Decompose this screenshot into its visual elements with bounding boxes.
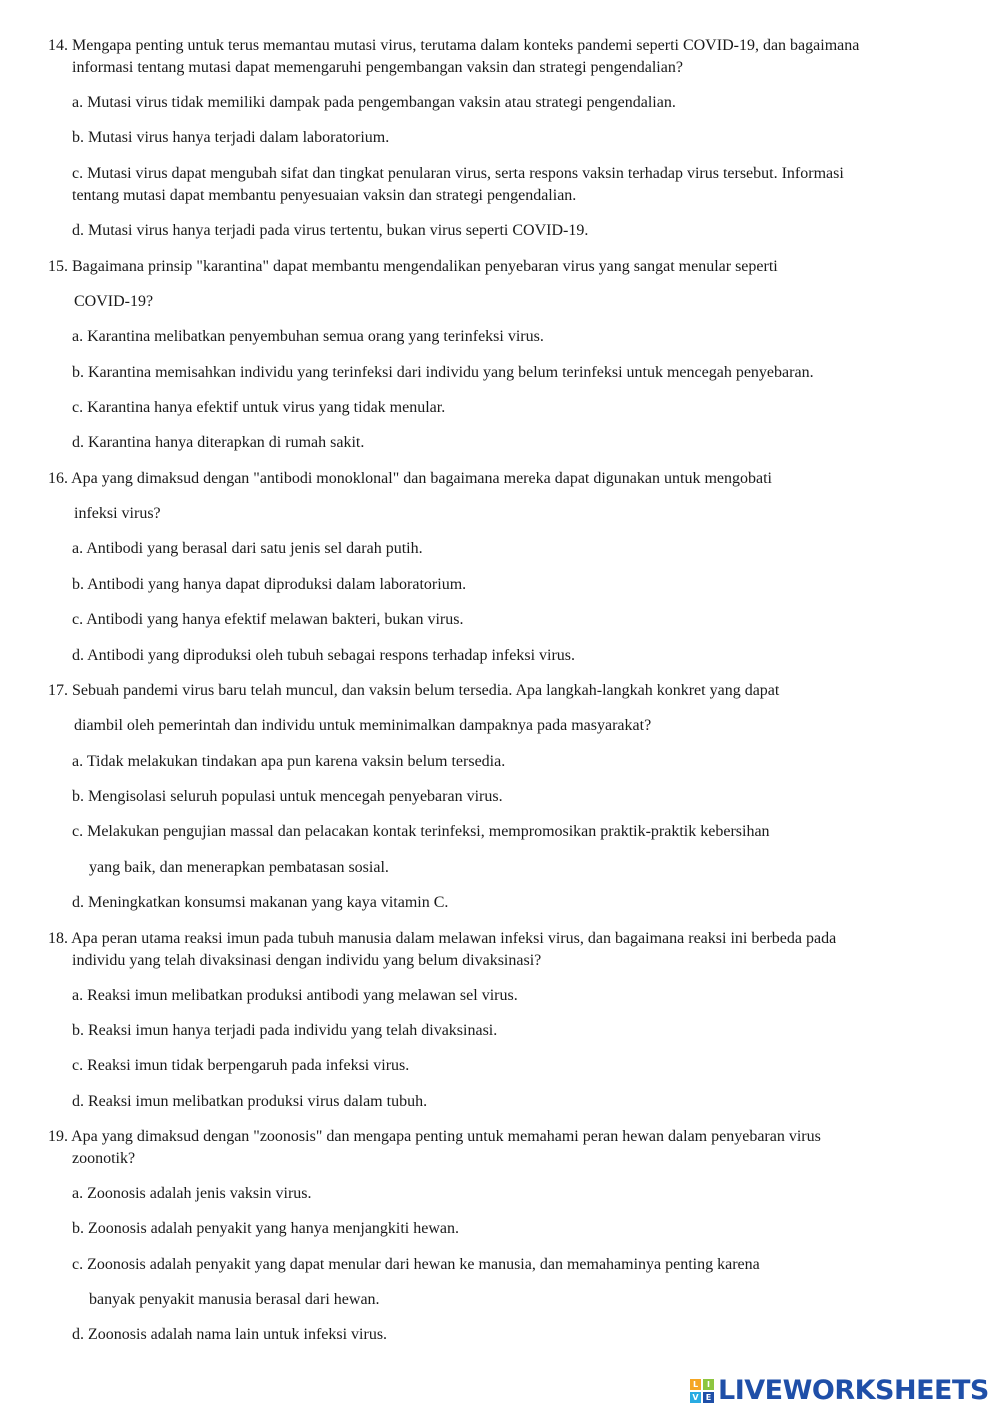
question-18-text: 18. Apa peran utama reaksi imun pada tubuh manusia dalam melawan infeksi virus, dan bagaimana reaksi ini berbeda pada: [48, 930, 837, 947]
question-18-option-b[interactable]: b. Reaksi imun hanya terjadi pada individu yang telah divaksinasi.: [72, 1022, 498, 1039]
question-16-text-cont: infeksi virus?: [74, 505, 161, 522]
question-19-option-b[interactable]: b. Zoonosis adalah penyakit yang hanya menjangkiti hewan.: [72, 1220, 460, 1237]
question-19-option-d[interactable]: d. Zoonosis adalah nama lain untuk infeksi virus.: [72, 1326, 388, 1343]
question-16-option-d[interactable]: d. Antibodi yang diproduksi oleh tubuh sebagai respons terhadap infeksi virus.: [72, 647, 576, 664]
question-16-option-a[interactable]: a. Antibodi yang berasal dari satu jenis sel darah putih.: [72, 540, 423, 557]
question-14-option-d[interactable]: d. Mutasi virus hanya terjadi pada virus tertentu, bukan virus seperti COVID-19.: [72, 222, 589, 239]
question-14-option-b[interactable]: b. Mutasi virus hanya terjadi dalam laboratorium.: [72, 129, 390, 146]
question-15-text-cont: COVID-19?: [74, 293, 154, 310]
question-16-text: 16. Apa yang dimaksud dengan "antibodi monoklonal" dan bagaimana mereka dapat digunakan untuk mengobati: [48, 470, 772, 487]
question-18-option-a[interactable]: a. Reaksi imun melibatkan produksi antibodi yang melawan sel virus.: [72, 987, 518, 1004]
question-15-option-a[interactable]: a. Karantina melibatkan penyembuhan semua orang yang terinfeksi virus.: [72, 328, 544, 345]
question-19-option-a[interactable]: a. Zoonosis adalah jenis vaksin virus.: [72, 1185, 312, 1202]
question-14-text: 14. Mengapa penting untuk terus memantau mutasi virus, terutama dalam konteks pandemi seperti COVID-19, dan bagaimana: [48, 37, 860, 54]
question-15-option-c[interactable]: c. Karantina hanya efektif untuk virus yang tidak menular.: [72, 399, 446, 416]
question-15-option-d[interactable]: d. Karantina hanya diterapkan di rumah sakit.: [72, 434, 365, 451]
question-19-option-c[interactable]: c. Zoonosis adalah penyakit yang dapat menular dari hewan ke manusia, dan memahaminya penting karena: [72, 1256, 760, 1273]
logo-mark-l: L: [690, 1379, 701, 1390]
question-17-option-c[interactable]: c. Melakukan pengujian massal dan pelacakan kontak terinfeksi, mempromosikan praktik-praktik kebersihan: [72, 823, 770, 840]
question-19-option-c-cont[interactable]: banyak penyakit manusia berasal dari hewan.: [89, 1291, 380, 1308]
question-14-option-c[interactable]: c. Mutasi virus dapat mengubah sifat dan tingkat penularan virus, serta respons vaksin terhadap virus tersebut. Informasi: [72, 165, 844, 182]
question-15-text: 15. Bagaimana prinsip "karantina" dapat membantu mengendalikan penyebaran virus yang sangat menular seperti: [48, 258, 778, 275]
question-14-option-a[interactable]: a. Mutasi virus tidak memiliki dampak pada pengembangan vaksin atau strategi pengendalian.: [72, 94, 676, 111]
question-17-text: 17. Sebuah pandemi virus baru telah muncul, dan vaksin belum tersedia. Apa langkah-langkah konkret yang dapat: [48, 682, 780, 699]
question-18-option-d[interactable]: d. Reaksi imun melibatkan produksi virus dalam tubuh.: [72, 1093, 428, 1110]
question-18-text-cont: individu yang telah divaksinasi dengan individu yang belum divaksinasi?: [72, 952, 542, 969]
question-17-option-c-cont[interactable]: yang baik, dan menerapkan pembatasan sosial.: [89, 859, 389, 876]
liveworksheets-logo-text: LIVEWORKSHEETS: [718, 1375, 989, 1406]
liveworksheets-logo-icon: [690, 1379, 714, 1403]
question-19-text-cont: zoonotik?: [72, 1150, 136, 1167]
question-16-option-c[interactable]: c. Antibodi yang hanya efektif melawan bakteri, bukan virus.: [72, 611, 464, 628]
question-19-text: 19. Apa yang dimaksud dengan "zoonosis" dan mengapa penting untuk memahami peran hewan dalam penyebaran virus: [48, 1128, 821, 1145]
liveworksheets-logo[interactable]: [690, 1375, 989, 1407]
logo-mark-e: E: [703, 1392, 714, 1403]
question-15-option-b[interactable]: b. Karantina memisahkan individu yang terinfeksi dari individu yang belum terinfeksi untuk mencegah penyebaran.: [72, 364, 814, 381]
question-17-option-b[interactable]: b. Mengisolasi seluruh populasi untuk mencegah penyebaran virus.: [72, 788, 503, 805]
question-14-option-c-cont[interactable]: tentang mutasi dapat membantu penyesuaian vaksin dan strategi pengendalian.: [72, 187, 577, 204]
question-17-option-d[interactable]: d. Meningkatkan konsumsi makanan yang kaya vitamin C.: [72, 894, 449, 911]
question-18-option-c[interactable]: c. Reaksi imun tidak berpengaruh pada infeksi virus.: [72, 1057, 410, 1074]
logo-mark-v: V: [690, 1392, 701, 1403]
question-16-option-b[interactable]: b. Antibodi yang hanya dapat diproduksi dalam laboratorium.: [72, 576, 467, 593]
question-17-text-cont: diambil oleh pemerintah dan individu untuk meminimalkan dampaknya pada masyarakat?: [74, 717, 652, 734]
question-14-text-cont: informasi tentang mutasi dapat memengaruhi pengembangan vaksin dan strategi pengendalian?: [72, 59, 683, 76]
question-17-option-a[interactable]: a. Tidak melakukan tindakan apa pun karena vaksin belum tersedia.: [72, 753, 506, 770]
logo-mark-i: I: [703, 1379, 714, 1390]
